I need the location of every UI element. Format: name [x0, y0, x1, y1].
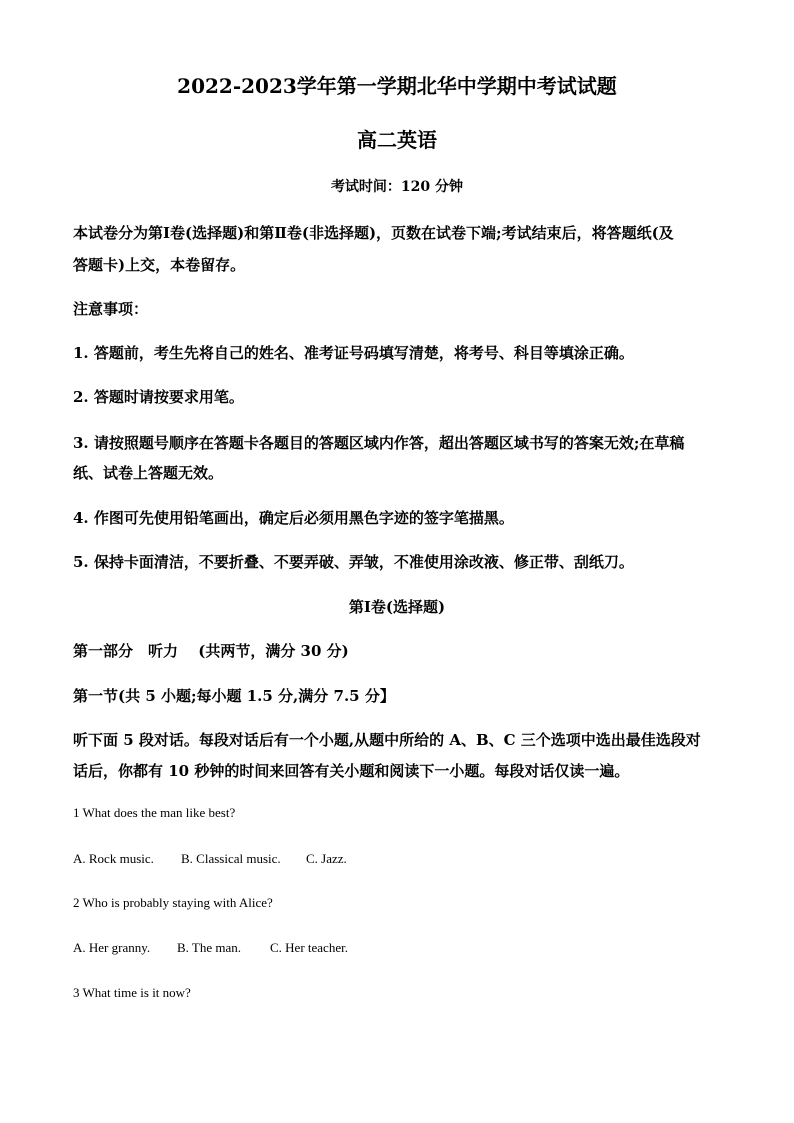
instructions-line-1: 听下面 5 段对话。每段对话后有一个小题,从题中所给的 A、B、C 三个选项中选出最佳选段对 — [73, 731, 701, 749]
exam-time: 考试时间：120 分钟 — [330, 179, 464, 195]
question-2-option-c: C. Her teacher. — [270, 940, 348, 955]
exam-title: 2022-2023学年第一学期北华中学期中考试试题 — [177, 74, 617, 98]
exam-subject: 高二英语 — [357, 128, 437, 152]
note-item-3-cont: 纸、试卷上答题无效。 — [73, 464, 224, 482]
question-3-stem: 3 What time is it now? — [73, 985, 191, 1000]
instructions-line-2: 话后，你都有 10 秒钟的时间来回答有关小题和阅读下一小题。每段对话仅读一遍。 — [73, 762, 630, 780]
note-item-2: 2. 答题时请按要求用笔。 — [73, 388, 244, 406]
subsection-heading: 第一节(共 5 小题;每小题 1.5 分,满分 7.5 分】 — [73, 687, 395, 705]
part-heading: 第一部分 听力 (共两节，满分 30 分) — [73, 642, 349, 660]
intro-line-2: 答题卡)上交，本卷留存。 — [73, 256, 246, 274]
question-1-option-a: A. Rock music. — [73, 851, 154, 866]
note-item-4: 4. 作图可先使用铅笔画出，确定后必须用黑色字迹的签字笔描黑。 — [73, 509, 514, 527]
question-1-stem: 1 What does the man like best? — [73, 805, 236, 820]
note-item-5: 5. 保持卡面清洁，不要折叠、不要弄破、弄皱，不准使用涂改液、修正带、刮纸刀。 — [73, 553, 634, 571]
note-item-3: 3. 请按照题号顺序在答题卡各题目的答题区域内作答，超出答题区域书写的答案无效;在草稿 — [73, 434, 685, 452]
notes-heading: 注意事项： — [73, 300, 149, 318]
note-item-1: 1. 答题前，考生先将自己的姓名、准考证号码填写清楚，将考号、科目等填涂正确。 — [73, 344, 634, 362]
intro-line-1: 本试卷分为第Ⅰ卷(选择题)和第Ⅱ卷(非选择题)，页数在试卷下端;考试结束后，将答题纸(及 — [73, 224, 674, 242]
volume-heading: 第Ⅰ卷(选择题) — [348, 598, 446, 616]
question-2-stem: 2 Who is probably staying with Alice? — [73, 895, 273, 910]
question-1-option-b: B. Classical music. — [181, 851, 281, 866]
question-1-option-c: C. Jazz. — [306, 851, 347, 866]
question-2-option-a: A. Her granny. — [73, 940, 151, 955]
question-2-option-b: B. The man. — [177, 940, 242, 955]
